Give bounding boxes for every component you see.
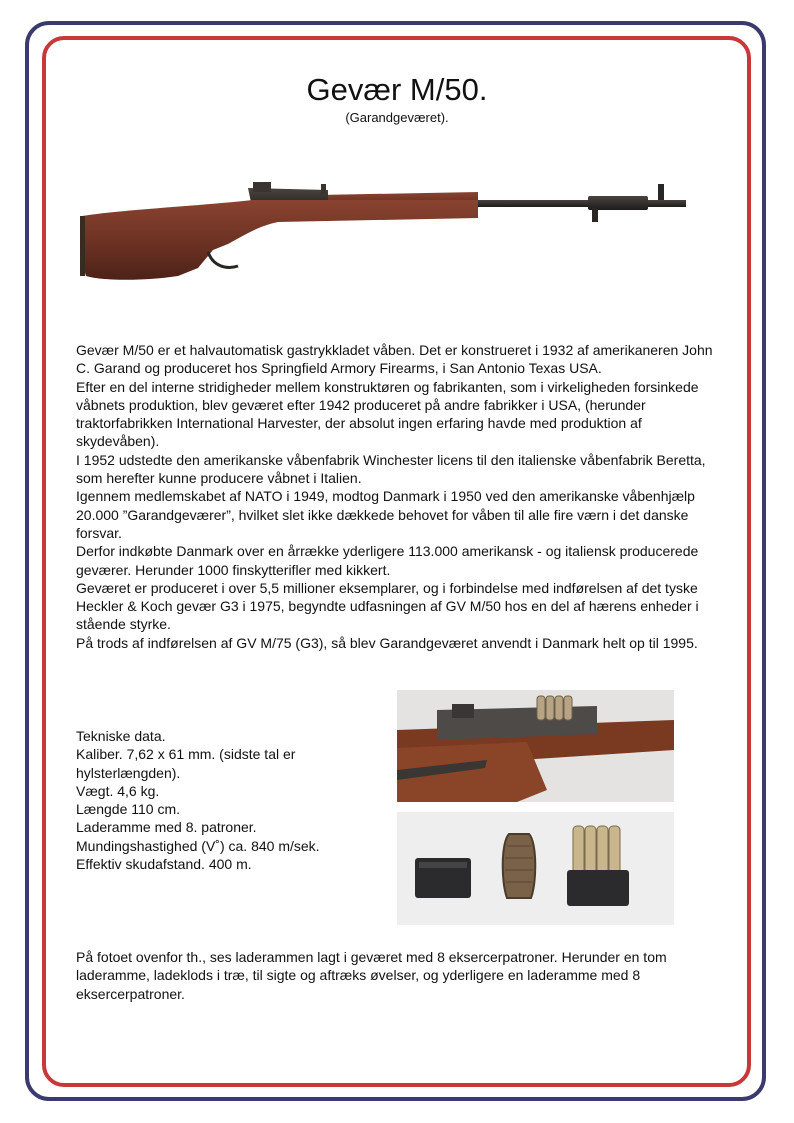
photo-caption: På fotoet ovenfor th., ses laderammen lagt i geværet med 8 eksercerpatroner. Herunder en tom laderamme, ladeklods i træ, til sigte og aftræks øvelser, og yderligere en laderamme med 8 eksercerpatroner. xyxy=(76,949,667,1002)
technical-data-item: Laderamme med 8. patroner. xyxy=(76,819,257,836)
technical-data-item: Længde 110 cm. xyxy=(76,801,181,818)
paragraph: Efter en del interne stridigheder mellem konstruktøren og fabrikanten, som i virkeligheden forsinkede våbnets produktion, blev geværet efter 1942 produceret på andre fabrikker i USA, (herunder traktorfabrikken International Harvester, der absolut ingen erfaring havde med produktion af skydevåben). xyxy=(76,378,699,450)
paragraph: Gevær M/50 er et halvautomatisk gastrykkladet våben. Det er konstrueret i 1932 af amerikaneren John C. Garand og produceret hos Springfield Armory Firearms, i San Antonio Texas USA. xyxy=(76,342,713,377)
technical-data-item: Kaliber. 7,62 x 61 mm. (sidste tal er hylsterlængden). xyxy=(76,746,296,781)
paragraph: Derfor indkøbte Danmark over en årrække yderligere 113.000 amerikansk - og italiensk producerede geværer. Herunder 1000 finskytterifler med kikkert. xyxy=(76,543,699,578)
page-title: Gevær M/50. xyxy=(306,72,488,107)
technical-data-item: Mundingshastighed (V˚) ca. 840 m/sek. xyxy=(76,837,320,854)
technical-data-item: Vægt. 4,6 kg. xyxy=(76,782,160,799)
paragraph: Geværet er produceret i over 5,5 millioner eksemplarer, og i forbindelse med indførelsen af det tyske Heckler & Koch gevær G3 i 1975, begyndte udfasningen af GV M/50 hos en del af hærens enheder i stående styrke. xyxy=(76,579,699,633)
paragraph: Igennem medlemskabet af NATO i 1949, modtog Danmark i 1950 ved den amerikanske våbenhjælp 20.000 ”Garandgeværer”, hvilket slet ikke dækkede behovet for våben til alle fire værn i det danske forsvar. xyxy=(76,488,695,541)
rifle-photo xyxy=(78,178,690,288)
rifle-receiver-clip-photo xyxy=(397,690,674,802)
paragraph: I 1952 udstedte den amerikanske våbenfabrik Winchester licens til den italienske våbenfabrik Beretta, som herefter kunne producere våbnet i Italien. xyxy=(76,451,706,487)
technical-data-heading: Tekniske data. xyxy=(76,728,166,744)
clips-and-dummy-rounds-photo xyxy=(397,812,674,925)
technical-data xyxy=(76,727,391,873)
page-subtitle: (Garandgeværet). xyxy=(345,110,449,125)
technical-data-item: Effektiv skudafstand. 400 m. xyxy=(76,856,252,873)
paragraph: På trods af indførelsen af GV M/75 (G3), så blev Garandgeværet anvendt i Danmark helt op til 1995. xyxy=(76,634,698,651)
article-body xyxy=(76,341,724,652)
